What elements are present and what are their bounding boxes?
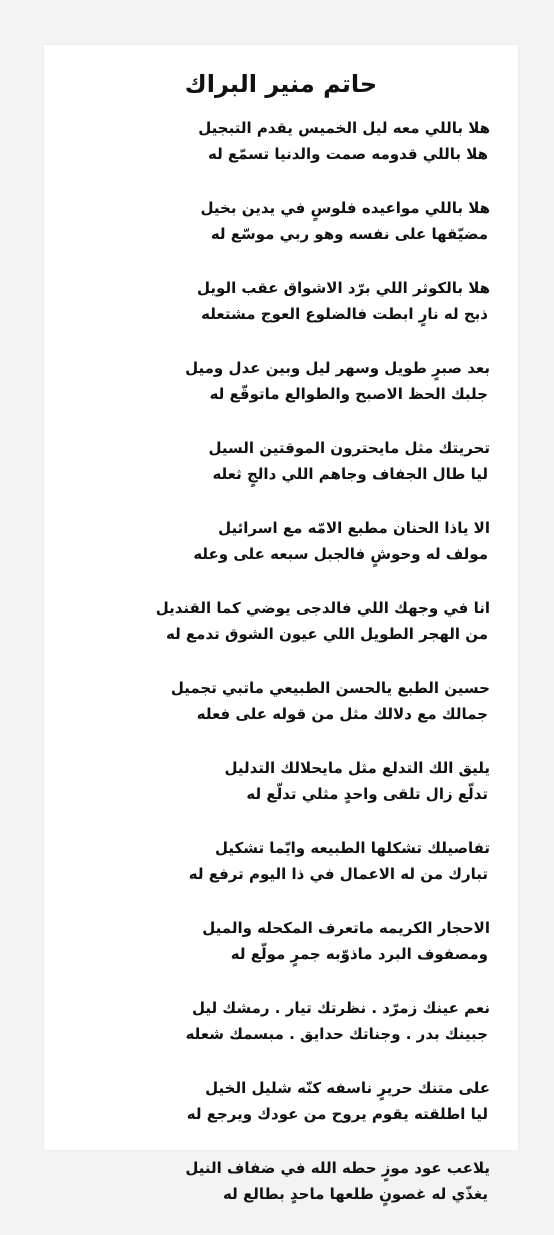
verse-line: من الهجر الطويل اللي عيون الشوق تدمع له	[165, 625, 488, 643]
verse-line: هلا باللي معه ليل الخميس يقدم التبجيل	[198, 119, 490, 137]
verse-line: تفاصيلك تشكلها الطبيعه وايّما تشكيل	[214, 839, 490, 857]
verse-line: هلا باللي مواعيده فلوسٍ في يدين بخيل	[200, 199, 490, 217]
stanza	[80, 355, 490, 435]
document-page	[44, 45, 518, 1203]
verse-line: هلا باللي قدومه صمت والدنيا تسمّع له	[207, 145, 488, 163]
verse-line: جلبك الحظ الاصبح والطوالع ماتوقّع له	[209, 385, 488, 403]
stanza	[80, 1155, 490, 1235]
stanza	[80, 995, 490, 1075]
poem-body	[80, 115, 490, 1235]
stanza	[80, 915, 490, 995]
verse-line: مضيّقها على نفسه وهو ربي موسّع له	[210, 225, 488, 243]
stanza	[80, 195, 490, 275]
verse-line: الا ياذا الحنان مطبع الامّه مع اسرائيل	[218, 519, 490, 537]
verse-line: تبارك من له الاعمال في ذا اليوم ترفع له	[188, 865, 488, 883]
verse-line: مولف له وحوشٍ فالجبل سبعه على وعله	[193, 545, 488, 563]
verse-line: على متنك حريرٍ ناسفه كنّه شليل الخيل	[205, 1079, 490, 1097]
poem-title: حاتم منير البراك	[184, 70, 378, 98]
verse-line: ليا طال الجفاف وجاهم اللي دالجٍ ثعله	[212, 465, 488, 483]
verse-line: الاحجار الكريمه ماتعرف المكحله والميل	[202, 919, 490, 937]
verse-line: انا في وجهك اللي فالدجى يوضي كما القنديل	[155, 599, 490, 617]
verse-line: يغذّي له غصونٍ طلعها ماحدٍ بطالع له	[223, 1185, 488, 1203]
stanza	[80, 115, 490, 195]
stanza	[80, 675, 490, 755]
stanza	[80, 835, 490, 915]
stanza	[80, 515, 490, 595]
verse-line: يلاعب عود موزٍ حطه الله في ضفاف النيل	[185, 1159, 490, 1177]
stanza	[80, 435, 490, 515]
verse-line: ليا اطلقته يقوم يروح من عودك ويرجع له	[186, 1105, 488, 1123]
verse-line: ذبح له نارٍ ابطت فالضلوع العوج مشتعله	[201, 305, 488, 323]
verse-line: بعد صبرٍ طويل وسهر ليل وبين عدل وميل	[185, 359, 490, 377]
verse-line: جبينك بدر . وجناتك حدايق . مبسمك شعله	[185, 1025, 488, 1043]
verse-line: تحريتك مثل مايحترون الموقتين السيل	[208, 439, 490, 457]
stanza	[80, 595, 490, 675]
stanza	[80, 1075, 490, 1155]
verse-line: ومصفوف البرد ماذوّبه جمرٍ مولّع له	[230, 945, 488, 963]
stanza	[80, 275, 490, 355]
verse-line: يليق الك التدلع مثل مايحلالك التدليل	[224, 759, 490, 777]
verse-line: نعم عينك زمرّد . نظرتك تيار . رمشك ليل	[192, 999, 490, 1017]
verse-line: حسين الطبع يالحسن الطبيعي ماتبي تجميل	[170, 679, 490, 697]
verse-line: تدلّع زال تلقى واحدٍ مثلي تدلّع له	[246, 785, 488, 803]
verse-line: جمالك مع دلالك مثل من قوله على فعله	[196, 705, 488, 723]
verse-line: هلا بالكوثر اللي برّد الاشواق عقب الويل	[197, 279, 490, 297]
stanza	[80, 755, 490, 835]
